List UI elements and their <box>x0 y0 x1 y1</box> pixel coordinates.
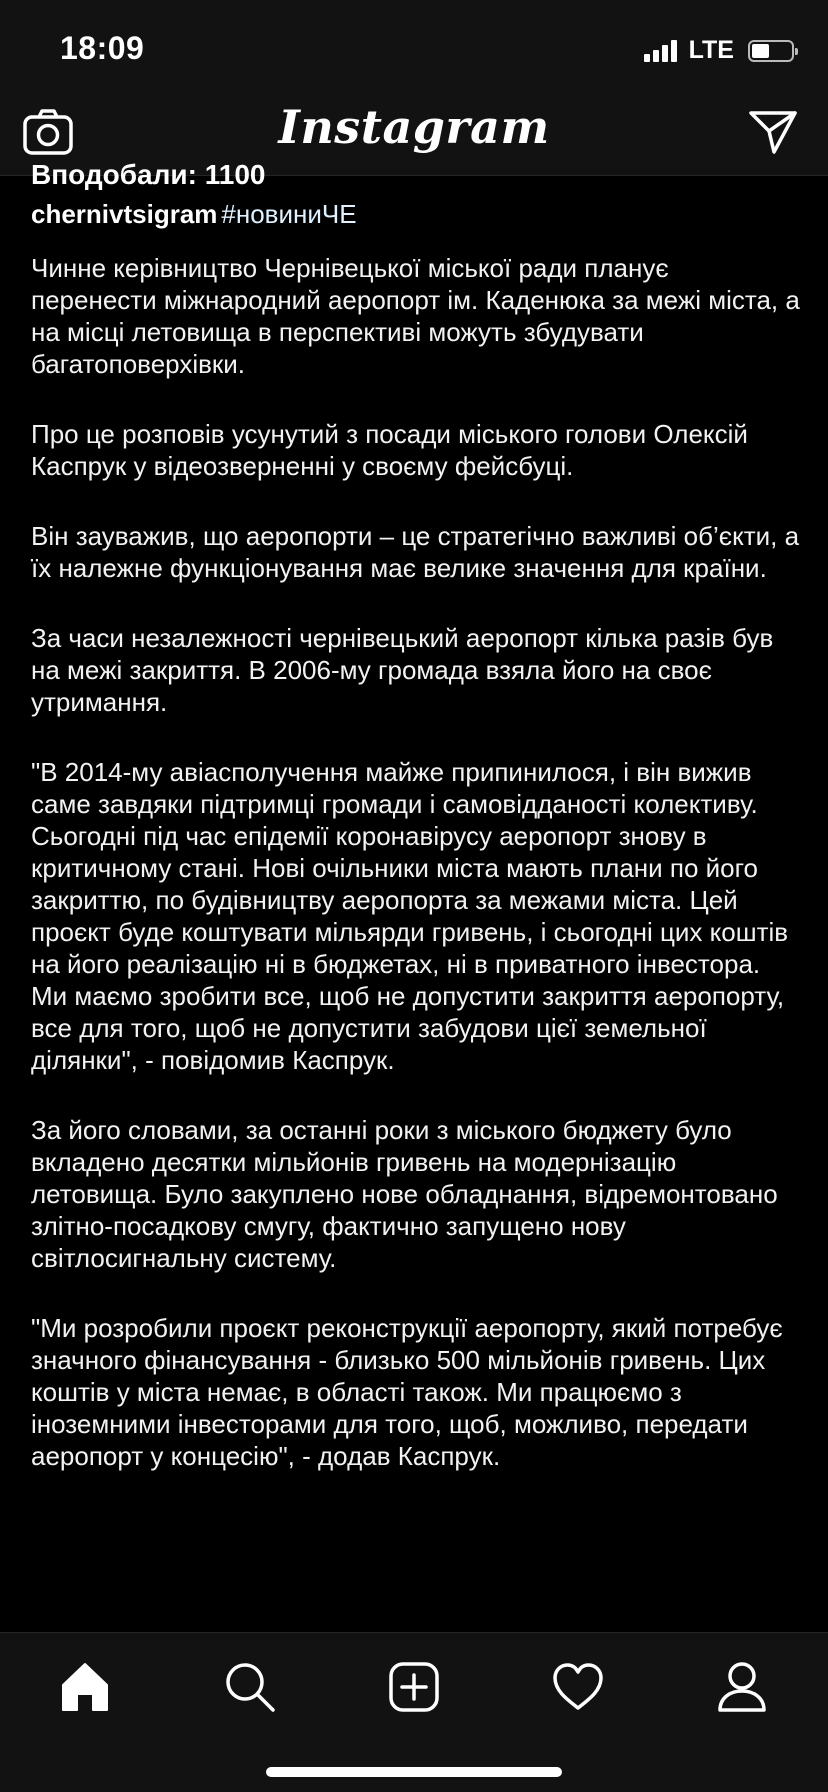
caption-paragraph: Чинне керівництво Чернівецької міської ради планує перенести міжнародний аеропорт ім. Каденюка за межі міста, а на місці летовища в перспективі можуть збудувати багатоповерхівки. <box>31 253 800 379</box>
tab-profile[interactable] <box>714 1659 770 1715</box>
likes-count[interactable]: Вподобали: 1100 <box>31 159 266 190</box>
battery-cap <box>795 48 798 55</box>
heart-icon <box>550 1659 606 1715</box>
caption-paragraph: Він зауважив, що аеропорти – це стратегічно важливі об’єкти, а їх належне функціонування має велике значення для країни. <box>31 521 800 583</box>
add-post-icon <box>386 1659 442 1715</box>
network-type: LTE <box>688 36 734 64</box>
tab-search[interactable] <box>222 1659 278 1715</box>
post-caption-area[interactable] <box>0 159 828 1632</box>
caption-paragraph: "Ми розробили проєкт реконструкції аеропорту, який потребує значного фінансування - близько 500 мільйонів гривень. Цих коштів у міста немає, в області також. Ми працюємо з іноземними інвесторами для того, щоб, можливо, передати аеропорт у концесію", - додав Каспрук. <box>31 1313 783 1471</box>
profile-icon <box>714 1659 770 1715</box>
tab-home[interactable] <box>57 1659 113 1715</box>
status-bar <box>0 0 828 96</box>
post-username[interactable]: chernivtsigram <box>31 199 218 229</box>
instagram-logo: Instagram <box>278 100 550 154</box>
post-hashtag[interactable]: #новиниЧЕ <box>221 199 357 229</box>
status-time: 18:09 <box>60 30 145 66</box>
home-indicator[interactable] <box>266 1767 562 1777</box>
paper-plane-icon <box>748 108 798 156</box>
tab-activity[interactable] <box>550 1659 606 1715</box>
status-indicators <box>644 36 794 65</box>
cellular-signal-icon <box>644 40 677 62</box>
direct-messages-button[interactable] <box>748 108 798 156</box>
battery-icon <box>748 40 794 62</box>
home-icon <box>57 1659 113 1715</box>
battery-level <box>752 44 769 58</box>
post-caption <box>31 158 801 1510</box>
bottom-tab-bar <box>0 1632 828 1792</box>
caption-paragraph: Про це розповів усунутий з посади міського голови Олексій Каспрук у відеозверненні у своєму фейсбуці. <box>31 419 748 481</box>
caption-paragraph: "В 2014-му авіасполучення майже припинилося, і він вижив саме завдяки підтримці громади і самовідданості колективу. Сьогодні під час епідемії коронавірусу аеропорт знову в критичному стані. Нові очільники міста мають плани по його закриттю, по будівництву аеропорта за межами міста. Цей проєкт буде коштувати мільярди гривень, і сьогодні цих коштів на його реалізацію ні в бюджетах, ні в приватного інвестора. Ми маємо зробити все, щоб не допустити закриття аеропорту, все для того, щоб не допустити забудови цієї земельної ділянки", - повідомив Каспрук. <box>31 757 789 1075</box>
caption-paragraph: За його словами, за останні роки з міського бюджету було вкладено десятки мільйонів гривень на модернізацію летовища. Було закуплено нове обладнання, відремонтовано злітно-посадкову смугу, фактично запущено нову світлосигнальну систему. <box>31 1115 778 1273</box>
search-icon <box>222 1659 278 1715</box>
tab-new-post[interactable] <box>386 1659 442 1715</box>
caption-paragraph: За часи незалежності чернівецький аеропорт кілька разів був на межі закриття. В 2006-му громада взяла його на своє утримання. <box>31 623 774 717</box>
caption-header <box>31 198 801 230</box>
